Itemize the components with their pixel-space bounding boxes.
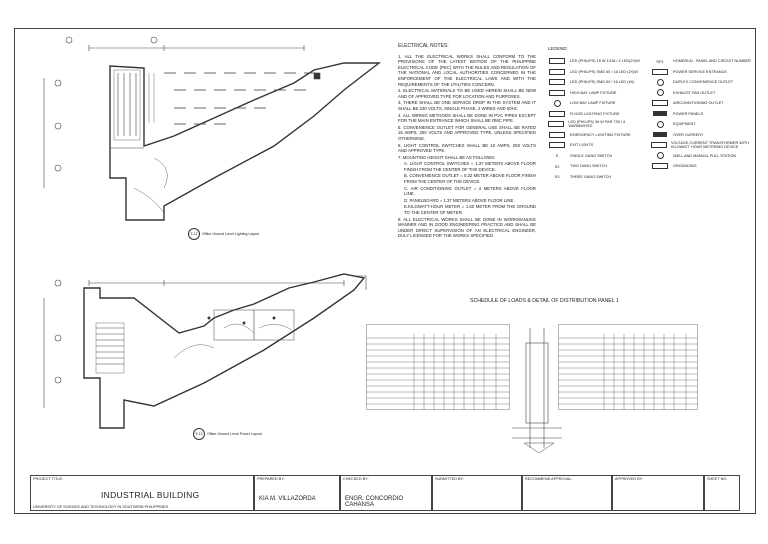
legend-label: EQUIPMENT <box>673 122 696 127</box>
legend-row <box>548 119 643 130</box>
exit-icon <box>548 142 566 148</box>
note-item: D. PANELBOARD = 1.37 METERS ABOVE FLOOR LINE. <box>404 197 515 203</box>
switch-icon: S3 <box>554 174 560 180</box>
legend-row <box>651 119 751 130</box>
note-item: 2. ELECTRICAL MATERIALS TO BE USED HEREIN SHALL BE NEW AND OF APPROVED TYPE FOR LOCATION AND PURPOSES. <box>398 88 536 99</box>
recommend-approval-cell <box>522 475 612 511</box>
legend-label: HIGH BAY LAMP FIXTURE <box>570 90 617 95</box>
project-title: INDUSTRIAL BUILDING <box>101 490 200 500</box>
service-icon <box>651 69 669 75</box>
legend-row <box>548 151 643 162</box>
caption-text: Office Ground Level Power Layout <box>207 432 262 436</box>
legend-row <box>651 67 751 78</box>
legend-label: SINGLE GANG SWITCH <box>570 153 613 158</box>
legend-row <box>548 172 643 183</box>
schedule-table-right <box>558 324 698 410</box>
prepared-by-cell <box>254 475 340 511</box>
circle-fixture-icon <box>548 100 566 106</box>
note-item: A. LIGHT CONTROL SWITCHES = 1.37 METERS ABOVE FLOOR FINISH FROM THE CENTER OF THE DEVICE. <box>404 161 536 172</box>
legend-label: DUPLEX CONVENIENCE OUTLET <box>673 80 734 85</box>
equipment-icon <box>651 121 669 127</box>
legend-row <box>548 56 643 67</box>
legend-row <box>651 98 751 109</box>
legend-row <box>651 88 751 99</box>
note-item: B. CONVENIENCE OUTLET = 0.32 METER ABOVE FLOOR FINISH FROM THE CENTER OF THE DEVICE. <box>404 173 536 185</box>
legend-row <box>548 88 643 99</box>
note-item: C. AIR CONDITIONING OUTLET = 2 METERS ABOVE FLOOR LINE. <box>404 185 536 197</box>
rect-fixture-icon <box>548 90 566 96</box>
legend-row <box>548 140 643 151</box>
legend-row <box>548 161 643 172</box>
legend-label: LED (PHILIPS) 36 W PAR 730 / 4 WARMWHITE <box>568 120 626 129</box>
rect-fixture-icon <box>548 58 566 64</box>
ac-icon <box>651 100 669 106</box>
legend-title: LEGEND: <box>548 46 568 51</box>
ground-icon <box>651 163 669 169</box>
project-title-label: PROJECT TITLE: <box>33 477 64 481</box>
note-item: 6. LIGHT CONTROL SWITCHES SHALL BE 10 AMPS, 250 VOLTS AND APPROVED TYPE. <box>398 142 536 154</box>
recommend-approval-label: RECOMMEND APPROVAL: <box>525 477 573 481</box>
note-item: 1. ALL THE ELECTRICAL WORKS SHALL CONFORM TO THE PROVISIONS OF THE LATEST EDITION OF THE PHILIPPINE ELECTRICAL CODE (PEC) WITH THE RULES AND REGULATION OF THE NATIONAL AND LOCAL AUTHORITIES CONCERNED IN THE ENFORCEMENT OF THE ELECTRICAL LAWS AND WITH THE REQUIREMENTS OF THE UTILITIES CONCERN. <box>398 53 536 87</box>
arrow-icon <box>651 132 669 138</box>
legend-right-column <box>651 56 751 172</box>
star-fixture-icon <box>548 69 566 75</box>
legend-row <box>548 98 643 109</box>
switch-icon: S2 <box>554 163 560 169</box>
checked-by-name: ENGR. CONCORDIO CAHANSA <box>345 496 404 508</box>
legend-label: TWO GANG SWITCH <box>570 164 608 169</box>
panel-icon <box>651 111 669 117</box>
legend-label: OVER CURRENT <box>673 132 704 137</box>
legend-label: GROUNDING <box>673 164 697 169</box>
fan-icon <box>651 90 669 96</box>
flood-icon <box>548 111 566 117</box>
approved-by-cell <box>612 475 704 511</box>
legend-row <box>651 151 751 162</box>
sheet-number-cell <box>704 475 740 511</box>
legend-label: THREE GANG SWITCH <box>570 174 612 179</box>
submitted-by-cell <box>432 475 522 511</box>
caption-number: E-13 <box>193 428 205 440</box>
notes-heading: ELECTRICAL NOTES: <box>398 43 449 49</box>
legend-row <box>548 109 643 120</box>
outlet-icon <box>651 79 669 85</box>
approved-by-label: APPROVED BY: <box>615 477 644 481</box>
legend-row <box>651 140 751 151</box>
legend-label: EXIT LIGHTS <box>570 143 594 148</box>
checked-by-label: CHECKED BY: <box>343 477 369 481</box>
legend-label: EMERGENCY LIGHTING FIXTURE <box>570 132 631 137</box>
prepared-by-name: KIA M. VILLAZORDA <box>259 496 316 502</box>
homerun-icon: SP1 <box>656 58 664 64</box>
legend-label: FLOOD LIGHTING FIXTURE <box>570 111 620 116</box>
legend-label: LED (PHILIPS) SMD 60 / 16 LED (2X)W <box>570 69 638 74</box>
legend-row <box>651 161 751 172</box>
legend-label: LOW BAY LAMP FIXTURE <box>570 101 616 106</box>
legend-row <box>651 56 751 67</box>
legend-row <box>651 130 751 141</box>
legend-label: POWER PANELS <box>673 111 704 116</box>
legend-row <box>548 130 643 141</box>
square-fixture-icon <box>548 79 566 85</box>
power-layout-caption <box>193 428 262 440</box>
legend-label: VOLTAGE CURRENT TRANSFORMER WITH KILOWATT HOUR METERING DEVICE <box>671 141 749 150</box>
checked-by-cell <box>340 475 432 511</box>
legend-row <box>548 77 643 88</box>
floor-plans <box>14 28 756 514</box>
note-item: 5. CONVENIENCE OUTLET FOR GENERAL USE SHALL BE RATED 15 AMPS, 250 VOLTS AND APPROVED TYPE, UNLESS SPECIFIED OTHERWISE. <box>398 124 536 141</box>
schedule-table-left <box>366 324 510 410</box>
station-icon <box>651 153 669 159</box>
switch-icon: S <box>555 153 559 159</box>
legend-row <box>548 67 643 78</box>
meter-icon <box>651 142 667 148</box>
legend-left-column <box>548 56 643 182</box>
rect-fixture-icon <box>548 121 564 127</box>
institution-name: UNIVERSITY OF SCIENCE AND TECHNOLOGY IN SOUTHERN PHILIPPINES <box>33 505 169 509</box>
legend-label: POWER SERVICE ENTRANCE <box>673 69 727 74</box>
note-item: 4. ALL WIRING METHODS SHALL BE DONE IN PVC PIPES EXCEPT FOR THE MAIN ENTRANCE WHICH SHALL BE RMC PIPE. <box>398 112 536 124</box>
line-fixture-icon <box>548 132 566 138</box>
note-item: 3. THERE SHALL BE ONE SERVICE DROP IN THE SYSTEM AND IT SHALL BE 230 VOLTS, SINGLE PHASE, 2 WIRES AND 60Hz. <box>398 100 536 111</box>
legend <box>548 46 752 180</box>
caption-number: E-12 <box>188 228 200 240</box>
caption-text: Office Ground Level Lighting Layout <box>202 232 260 236</box>
sheet-number-label: SHEET NO. <box>707 477 728 481</box>
project-title-cell <box>30 475 254 511</box>
note-item: 8. ALL ELECTRICAL WORKS SHALL BE DONE IN WORKMANLIKE MANNER AND IN GOOD ENGINEERING PRACTICE AND SHALL BE UNDER DIRECT SUPERVISION OF AN ELECTRICAL ENGINEER, DULY LICENSED FOR THE WORKS SPECIFIED. <box>398 216 536 239</box>
legend-row <box>651 109 751 120</box>
legend-label: LED (PHILIPS) 18 W 1X18 / 4 LED(2X)W <box>570 59 640 64</box>
schedule-title: SCHEDULE OF LOADS & DETAIL OF DISTRIBUTION PANEL 1 <box>470 298 619 304</box>
legend-label: WELL AND MANUAL PULL STATION <box>673 153 737 158</box>
note-item: 7. MOUNTING HEIGHT SHALL BE AS FOLLOWS: <box>398 154 496 160</box>
submitted-by-label: SUBMITTED BY: <box>435 477 464 481</box>
electrical-notes <box>398 44 536 240</box>
lighting-layout-caption <box>188 228 259 240</box>
note-item: E.KILOWATT-HOUR METER = 1.60 METER FROM THE GROUND TO THE CENTER OF METER. <box>404 204 536 216</box>
legend-label: EXHAUST FAN OUTLET <box>673 90 716 95</box>
legend-label: AIRCONDITIONING OUTLET <box>673 101 724 106</box>
legend-row <box>651 77 751 88</box>
legend-label: LED (PHILIPS) SMD 60 / 16 LED (4X) <box>570 80 635 85</box>
legend-label: HOMERUN - PANEL AND CIRCUIT NUMBER <box>673 59 751 64</box>
prepared-by-label: PREPARED BY: <box>257 477 285 481</box>
